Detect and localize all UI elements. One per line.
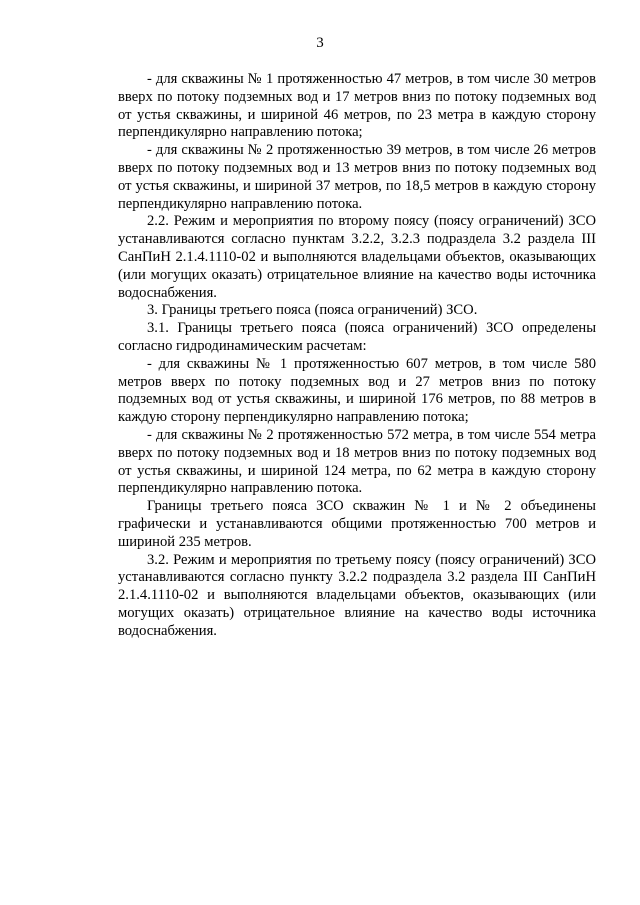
paragraph-combined-boundaries: Границы третьего пояса ЗСО скважин № 1 и № 2 объединены графически и устанавливаются общими протяженностью 700 метров и шириной 235 метров. [118,498,596,550]
paragraph-2-2-regime: 2.2. Режим и мероприятия по второму поясу (поясу ограничений) ЗСО устанавливаются согласно пунктам 3.2.2, 3.2.3 подраздела 3.2 раздела III СанПиН 2.1.4.1110-02 и выполняются владельцами объектов, оказывающих (или могущих оказать) отрицательное влияние на качество воды источника водоснабжения. [118,213,596,301]
paragraph-3-1-boundaries: 3.1. Границы третьего пояса (пояса ограничений) ЗСО определены согласно гидродинамическим расчетам: [118,320,596,354]
paragraph-3-2-regime: 3.2. Режим и мероприятия по третьему поясу (поясу ограничений) ЗСО устанавливаются согласно пункту 3.2.2 подраздела 3.2 раздела III СанПиН 2.1.4.1110-02 и выполняются владельцами объектов, оказывающих (или могущих оказать) отрицательное влияние на качество воды источника водоснабжения. [118,551,596,639]
document-body [118,71,596,641]
paragraph-well-1-third-belt: - для скважины № 1 протяженностью 607 метров, в том числе 580 метров вверх по потоку подземных вод и 27 метров вниз по потоку подземных вод от устья скважины, и шириной 176 метров, по 88 метров в каждую сторону перпендикулярно направлению потока; [118,355,596,426]
paragraph-well-2-second-belt: - для скважины № 2 протяженностью 39 метров, в том числе 26 метров вверх по потоку подземных вод и 13 метров вниз по потоку подземных вод от устья скважины, и шириной 37 метров, по 18,5 метров в каждую сторону перпендикулярно направлению потока. [118,142,596,212]
paragraph-well-1-second-belt: - для скважины № 1 протяженностью 47 метров, в том числе 30 метров вверх по потоку подземных вод и 17 метров вниз по потоку подземных вод от устья скважины, и шириной 46 метров, по 23 метра в каждую сторону перпендикулярно направлению потока; [118,71,596,141]
page-number: 3 [316,35,324,51]
paragraph-3-heading: 3. Границы третьего пояса (пояса ограничений) ЗСО. [147,302,478,319]
paragraph-well-2-third-belt: - для скважины № 2 протяженностью 572 метра, в том числе 554 метра вверх по потоку подземных вод и 18 метров вниз по потоку подземных вод от устья скважины, и шириной 124 метра, по 62 метра в каждую сторону перпендикулярно направлению потока. [118,426,596,497]
